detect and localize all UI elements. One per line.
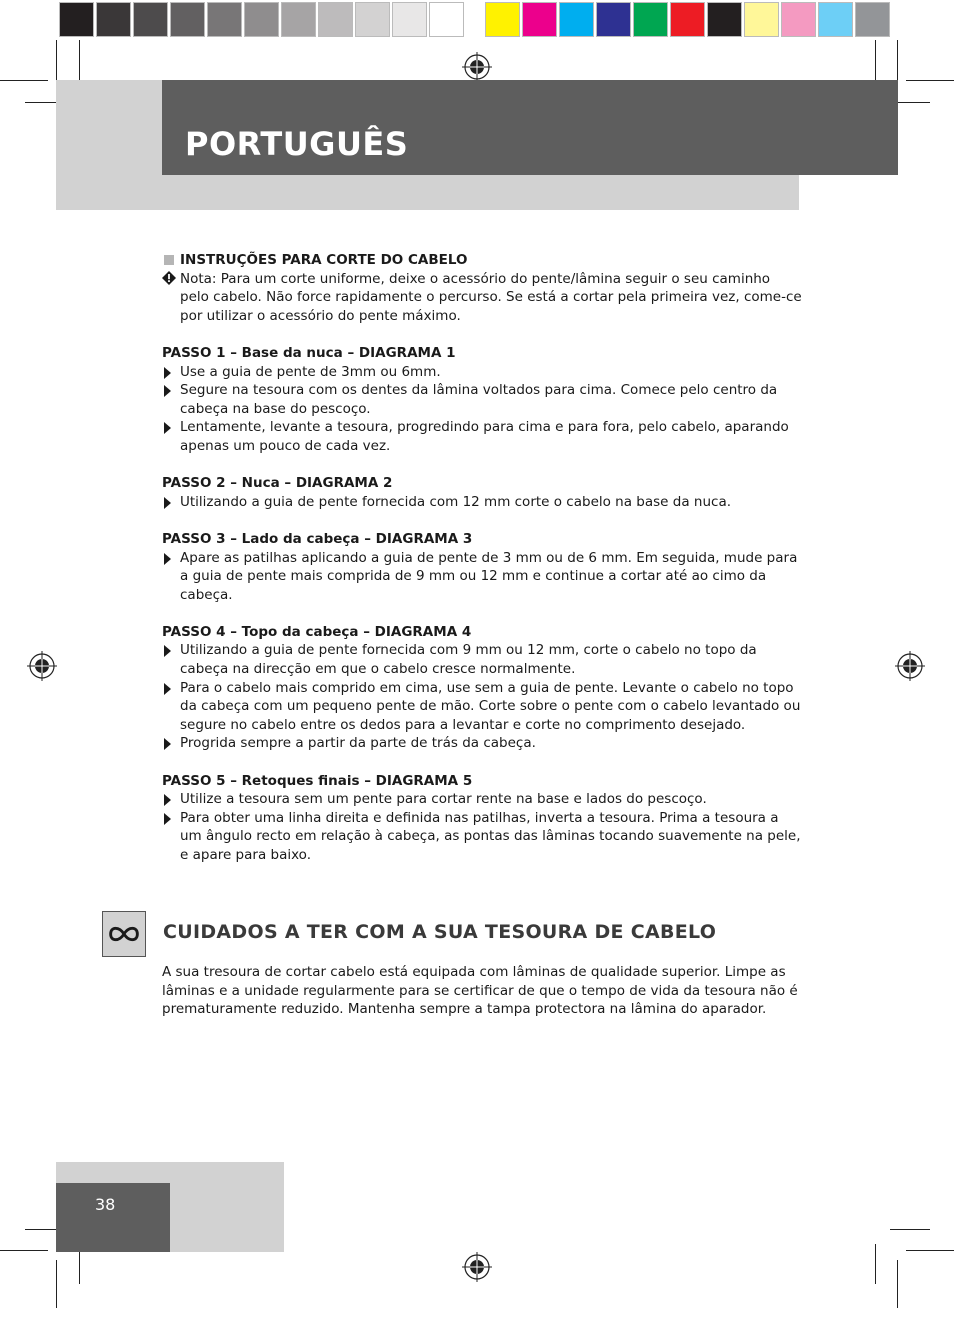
gray-swatch [281, 2, 316, 37]
color-swatch [485, 2, 520, 37]
gray-swatch [170, 2, 205, 37]
triangle-bullet-icon [164, 553, 171, 565]
triangle-bullet-icon [164, 385, 171, 397]
triangle-bullet-icon [164, 813, 171, 825]
color-calibration-bar [484, 0, 891, 39]
step-bullet-text: Utilize a tesoura sem um pente para cortar rente na base e lados do pescoço. [180, 791, 707, 808]
registration-mark-icon [462, 52, 492, 82]
gray-swatch [429, 2, 464, 37]
step-bullet-text: Segure na tesoura com os dentes da lâmina voltados para cima. Comece pelo centro da cabeça na base do pescoço. [180, 382, 778, 417]
triangle-bullet-icon [164, 794, 171, 806]
page-title: PORTUGUÊS [185, 125, 409, 163]
color-swatch [670, 2, 705, 37]
step-title: PASSO 4 – Topo da cabeça – DIAGRAMA 4 [162, 623, 472, 640]
step-bullet-text: Lentamente, levante a tesoura, progredindo para cima e para fora, pelo cabelo, aparando apenas um pouco de cada vez. [180, 419, 789, 454]
crop-mark [0, 80, 48, 81]
step-title: PASSO 2 – Nuca – DIAGRAMA 2 [162, 475, 393, 492]
triangle-bullet-icon [164, 683, 171, 695]
crop-mark [56, 1260, 57, 1308]
registration-mark-icon [462, 1252, 492, 1282]
note-paragraph [162, 270, 802, 326]
step-bullet [162, 363, 802, 382]
step-block [162, 530, 802, 604]
gray-swatch [207, 2, 242, 37]
gray-swatch [244, 2, 279, 37]
step-bullet-text: Apare as patilhas aplicando a guia de pente de 3 mm ou de 6 mm. Em seguida, mude para a guia de pente mais comprida de 9 mm ou 12 mm e continue a cortar até ao cimo da cabeça. [180, 549, 798, 603]
instructions-section [162, 251, 802, 865]
step-bullet [162, 641, 802, 678]
gray-swatch [59, 2, 94, 37]
color-swatch [855, 2, 890, 37]
grayscale-calibration-bar [58, 0, 465, 39]
care-text: A sua tresoura de cortar cabelo está equipada com lâminas de qualidade superior. Limpe as lâminas e a unidade regularmente para se certificar de que o tempo de vida da tesoura não é prematuramente reduzido. Mantenha sempre a tampa protectora na lâmina do aparador. [162, 964, 798, 1018]
care-title: CUIDADOS A TER COM A SUA TESOURA DE CABELO [163, 921, 717, 943]
registration-mark-icon [27, 651, 57, 681]
gray-swatch [96, 2, 131, 37]
square-bullet-icon [164, 255, 174, 265]
instructions-title: INSTRUÇÕES PARA CORTE DO CABELO [180, 252, 468, 268]
color-swatch [596, 2, 631, 37]
steps-list [162, 344, 802, 865]
step-bullet [162, 679, 802, 735]
crop-mark [906, 1250, 954, 1251]
color-swatch [522, 2, 557, 37]
step-title: PASSO 1 – Base da nuca – DIAGRAMA 1 [162, 344, 456, 361]
color-swatch [707, 2, 742, 37]
color-swatch [559, 2, 594, 37]
step-title: PASSO 5 – Retoques finais – DIAGRAMA 5 [162, 772, 473, 789]
footer-band-dark [56, 1183, 170, 1252]
care-icon-box [102, 911, 146, 957]
infinity-icon [103, 912, 145, 956]
step-bullet-text: Utilizando a guia de pente fornecida com 12 mm corte o cabelo na base da nuca. [180, 493, 732, 510]
triangle-bullet-icon [164, 422, 171, 434]
step-bullet [162, 734, 802, 753]
color-swatch [818, 2, 853, 37]
step-bullet-text: Para obter uma linha direita e definida nas patilhas, inverta a tesoura. Prima a tesoura a um ângulo recto em relação à cabeça, as pontas das lâminas tocando suavemente na pele, e apare para baixo. [180, 809, 801, 863]
note-text: Nota: Para um corte uniforme, deixe o acessório do pente/lâmina seguir o seu caminho pelo cabelo. Não force rapidamente o percurso. Se está a cortar pela primeira vez, come-ce por utilizar o acessório do pente máximo. [180, 270, 802, 324]
step-bullet [162, 790, 802, 809]
step-block [162, 772, 802, 865]
registration-mark-icon [895, 651, 925, 681]
step-bullet [162, 549, 802, 605]
step-bullet-text: Para o cabelo mais comprido em cima, use sem a guia de pente. Levante o cabelo no topo da cabeça com um pequeno pente de mão. Corte sobre o pente com o cabelo levantado ou segure no cabelo entre os dedos para a levantar e corte no comprimento desejado. [180, 679, 801, 733]
step-bullet [162, 493, 802, 512]
gray-swatch [318, 2, 353, 37]
step-bullet [162, 809, 802, 865]
crop-mark [0, 1250, 48, 1251]
step-bullet-text: Utilizando a guia de pente fornecida com 9 mm ou 12 mm, corte o cabelo no topo da cabeça na direcção em que o cabelo cresce normalmente. [180, 642, 757, 678]
crop-mark [897, 1260, 898, 1308]
step-bullet-text: Use a guia de pente de 3mm ou 6mm. [180, 363, 441, 380]
triangle-bullet-icon [164, 738, 171, 750]
gray-swatch [355, 2, 390, 37]
step-title: PASSO 3 – Lado da cabeça – DIAGRAMA 3 [162, 530, 473, 547]
gray-swatch [392, 2, 427, 37]
crop-mark [875, 1244, 876, 1284]
step-block [162, 344, 802, 456]
step-bullet-text: Progrida sempre a partir da parte de trás da cabeça. [180, 735, 536, 752]
page-number: 38 [95, 1195, 116, 1214]
step-bullet [162, 381, 802, 418]
step-bullet [162, 418, 802, 455]
color-swatch [633, 2, 668, 37]
crop-mark [890, 1229, 930, 1230]
step-block [162, 474, 802, 511]
step-block [162, 623, 802, 753]
color-swatch [744, 2, 779, 37]
crop-mark [906, 80, 954, 81]
triangle-bullet-icon [164, 367, 171, 379]
triangle-bullet-icon [164, 497, 171, 509]
section-heading [162, 251, 802, 270]
gray-swatch [133, 2, 168, 37]
warning-icon [162, 271, 176, 285]
triangle-bullet-icon [164, 645, 171, 657]
color-swatch [781, 2, 816, 37]
